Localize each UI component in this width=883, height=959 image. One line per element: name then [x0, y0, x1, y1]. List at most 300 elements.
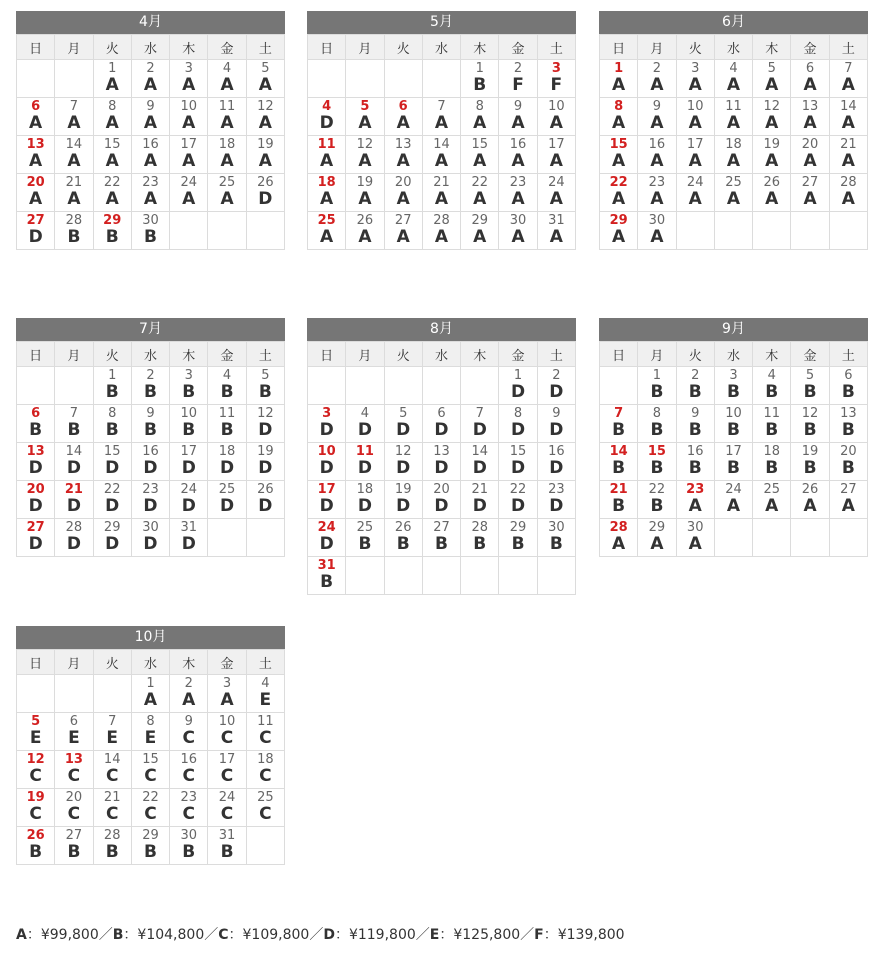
- day-cell[interactable]: [829, 60, 867, 98]
- day-cell[interactable]: [308, 405, 346, 443]
- day-cell[interactable]: [600, 174, 638, 212]
- day-cell[interactable]: [55, 212, 93, 250]
- day-cell[interactable]: [791, 405, 829, 443]
- day-cell[interactable]: [346, 443, 384, 481]
- day-cell[interactable]: [308, 443, 346, 481]
- day-cell[interactable]: [384, 481, 422, 519]
- price-code: A: [105, 189, 119, 209]
- day-cell[interactable]: [829, 367, 867, 405]
- weekday-label: 日: [17, 35, 55, 60]
- day-cell[interactable]: [638, 212, 676, 250]
- price-code: A: [220, 189, 234, 209]
- price-code: B: [473, 534, 487, 554]
- day-number: 17: [180, 137, 198, 152]
- day-number: 21: [103, 790, 121, 805]
- day-cell[interactable]: [131, 136, 169, 174]
- day-cell[interactable]: [208, 136, 246, 174]
- day-number: 2: [552, 368, 561, 383]
- day-cell[interactable]: [208, 713, 246, 751]
- day-cell[interactable]: [791, 98, 829, 136]
- day-number: 4: [767, 368, 776, 383]
- day-cell[interactable]: [676, 519, 714, 557]
- day-cell[interactable]: [208, 98, 246, 136]
- day-cell[interactable]: [131, 675, 169, 713]
- week-row: [308, 481, 576, 519]
- month-calendar: [599, 318, 868, 557]
- weekday-label: 火: [93, 650, 131, 675]
- day-number: 23: [686, 482, 705, 497]
- day-cell[interactable]: [384, 519, 422, 557]
- price-code: A: [220, 113, 234, 133]
- day-cell[interactable]: [170, 751, 208, 789]
- day-cell[interactable]: [714, 405, 752, 443]
- week-row: [17, 789, 285, 827]
- day-number: 11: [763, 406, 781, 421]
- day-number: 12: [26, 752, 45, 767]
- day-cell[interactable]: [131, 827, 169, 865]
- day-cell[interactable]: [537, 367, 575, 405]
- day-cell[interactable]: [600, 443, 638, 481]
- day-cell[interactable]: [208, 481, 246, 519]
- day-cell[interactable]: [93, 60, 131, 98]
- day-cell[interactable]: [676, 405, 714, 443]
- day-cell[interactable]: [170, 481, 208, 519]
- day-cell[interactable]: [208, 367, 246, 405]
- day-cell[interactable]: [170, 405, 208, 443]
- day-number: 24: [317, 520, 336, 535]
- day-cell[interactable]: [17, 751, 55, 789]
- day-cell[interactable]: [246, 367, 284, 405]
- weekday-header-row: [600, 342, 868, 367]
- weekday-label: 金: [208, 342, 246, 367]
- day-cell[interactable]: [93, 98, 131, 136]
- day-number: 18: [317, 175, 336, 190]
- day-number: 7: [614, 406, 624, 421]
- day-number: 7: [69, 406, 79, 421]
- day-cell[interactable]: [753, 60, 791, 98]
- calendar-table: [307, 341, 576, 595]
- day-number: 15: [509, 444, 527, 459]
- day-cell[interactable]: [246, 675, 284, 713]
- day-cell[interactable]: [17, 174, 55, 212]
- day-cell[interactable]: [208, 827, 246, 865]
- empty-day-cell: [17, 367, 55, 405]
- day-cell[interactable]: [499, 98, 537, 136]
- day-cell[interactable]: [676, 98, 714, 136]
- price-code: A: [258, 113, 272, 133]
- day-cell[interactable]: [753, 367, 791, 405]
- day-cell[interactable]: [461, 443, 499, 481]
- day-cell[interactable]: [829, 481, 867, 519]
- day-number: 10: [548, 99, 565, 114]
- day-cell[interactable]: [384, 443, 422, 481]
- day-cell[interactable]: [461, 98, 499, 136]
- day-cell[interactable]: [753, 405, 791, 443]
- day-cell[interactable]: [17, 136, 55, 174]
- day-cell[interactable]: [499, 212, 537, 250]
- day-cell[interactable]: [422, 519, 460, 557]
- legend-colon: ：: [334, 927, 349, 943]
- day-cell[interactable]: [308, 98, 346, 136]
- day-cell[interactable]: [93, 751, 131, 789]
- day-number: 7: [844, 61, 853, 76]
- day-cell[interactable]: [170, 98, 208, 136]
- day-cell[interactable]: [676, 367, 714, 405]
- day-cell[interactable]: [499, 443, 537, 481]
- price-code: D: [319, 496, 334, 516]
- day-cell[interactable]: [461, 136, 499, 174]
- day-cell[interactable]: [170, 367, 208, 405]
- day-cell[interactable]: [131, 481, 169, 519]
- day-cell[interactable]: [537, 136, 575, 174]
- day-cell[interactable]: [170, 443, 208, 481]
- day-cell[interactable]: [17, 789, 55, 827]
- day-cell[interactable]: [131, 98, 169, 136]
- day-cell[interactable]: [93, 481, 131, 519]
- day-cell[interactable]: [753, 136, 791, 174]
- day-cell[interactable]: [600, 60, 638, 98]
- day-cell[interactable]: [461, 481, 499, 519]
- day-cell[interactable]: [714, 367, 752, 405]
- day-cell[interactable]: [829, 405, 867, 443]
- day-number: 26: [801, 482, 819, 497]
- day-cell[interactable]: [208, 789, 246, 827]
- price-code: A: [143, 151, 158, 171]
- day-cell[interactable]: [208, 751, 246, 789]
- price-code: B: [396, 534, 410, 554]
- day-cell[interactable]: [55, 519, 93, 557]
- day-cell[interactable]: [208, 405, 246, 443]
- day-cell[interactable]: [384, 174, 422, 212]
- day-cell[interactable]: [93, 405, 131, 443]
- day-cell[interactable]: [422, 443, 460, 481]
- day-cell[interactable]: [791, 481, 829, 519]
- price-code: B: [612, 458, 626, 478]
- day-cell[interactable]: [829, 98, 867, 136]
- day-cell[interactable]: [131, 367, 169, 405]
- day-cell[interactable]: [93, 827, 131, 865]
- price-code: B: [650, 382, 664, 402]
- day-cell[interactable]: [170, 60, 208, 98]
- day-cell[interactable]: [308, 557, 346, 595]
- day-cell[interactable]: [638, 519, 676, 557]
- day-cell[interactable]: [638, 136, 676, 174]
- day-cell[interactable]: [131, 789, 169, 827]
- legend-colon: ：: [228, 927, 243, 943]
- day-cell[interactable]: [829, 174, 867, 212]
- price-code: B: [612, 420, 626, 440]
- empty-day-cell: [714, 519, 752, 557]
- day-cell[interactable]: [308, 174, 346, 212]
- day-cell[interactable]: [714, 98, 752, 136]
- day-cell[interactable]: [131, 174, 169, 212]
- day-cell[interactable]: [791, 136, 829, 174]
- price-code: A: [143, 113, 158, 133]
- day-cell[interactable]: [499, 405, 537, 443]
- day-cell[interactable]: [676, 174, 714, 212]
- day-cell[interactable]: [638, 60, 676, 98]
- week-row: [17, 98, 285, 136]
- day-cell[interactable]: [499, 481, 537, 519]
- weekday-label: 金: [208, 650, 246, 675]
- day-cell[interactable]: [537, 481, 575, 519]
- day-cell[interactable]: [422, 98, 460, 136]
- day-cell[interactable]: [17, 98, 55, 136]
- day-cell[interactable]: [17, 212, 55, 250]
- day-cell[interactable]: [55, 827, 93, 865]
- day-cell[interactable]: [170, 789, 208, 827]
- day-number: 2: [184, 676, 193, 691]
- week-row: [17, 174, 285, 212]
- price-code: D: [143, 496, 158, 516]
- day-cell[interactable]: [346, 174, 384, 212]
- day-cell[interactable]: [170, 174, 208, 212]
- day-cell[interactable]: [93, 443, 131, 481]
- day-cell[interactable]: [537, 519, 575, 557]
- day-cell[interactable]: [55, 443, 93, 481]
- price-code: A: [726, 189, 741, 209]
- day-cell[interactable]: [600, 136, 638, 174]
- day-cell[interactable]: [791, 367, 829, 405]
- price-code: C: [259, 728, 272, 748]
- day-number: 19: [257, 444, 274, 459]
- price-code: D: [319, 420, 334, 440]
- day-number: 25: [218, 175, 236, 190]
- day-cell[interactable]: [308, 481, 346, 519]
- day-cell[interactable]: [638, 367, 676, 405]
- day-number: 25: [725, 175, 742, 190]
- day-cell[interactable]: [753, 481, 791, 519]
- day-cell[interactable]: [638, 405, 676, 443]
- day-cell[interactable]: [537, 60, 575, 98]
- day-cell[interactable]: [600, 481, 638, 519]
- day-cell[interactable]: [676, 60, 714, 98]
- day-cell[interactable]: [55, 174, 93, 212]
- day-number: 19: [394, 482, 412, 497]
- price-code: D: [434, 496, 449, 516]
- day-cell[interactable]: [753, 174, 791, 212]
- day-cell[interactable]: [55, 751, 93, 789]
- day-cell[interactable]: [346, 481, 384, 519]
- day-cell[interactable]: [17, 827, 55, 865]
- price-code: D: [510, 382, 526, 402]
- day-cell[interactable]: [93, 174, 131, 212]
- day-cell[interactable]: [131, 405, 169, 443]
- price-code: B: [841, 382, 855, 402]
- weekday-label: 木: [753, 342, 791, 367]
- day-number: 3: [729, 368, 738, 383]
- day-cell[interactable]: [17, 481, 55, 519]
- day-cell[interactable]: [499, 60, 537, 98]
- day-number: 13: [26, 137, 45, 152]
- day-cell[interactable]: [208, 60, 246, 98]
- day-cell[interactable]: [384, 98, 422, 136]
- day-cell[interactable]: [170, 827, 208, 865]
- day-cell[interactable]: [93, 519, 131, 557]
- day-cell[interactable]: [461, 60, 499, 98]
- day-cell[interactable]: [55, 789, 93, 827]
- day-cell[interactable]: [55, 136, 93, 174]
- day-cell[interactable]: [246, 60, 284, 98]
- day-cell[interactable]: [714, 443, 752, 481]
- day-cell[interactable]: [246, 789, 284, 827]
- day-cell[interactable]: [638, 174, 676, 212]
- day-cell[interactable]: [638, 481, 676, 519]
- week-row: [17, 60, 285, 98]
- day-cell[interactable]: [170, 675, 208, 713]
- price-code: B: [435, 534, 448, 554]
- day-cell[interactable]: [131, 751, 169, 789]
- day-cell[interactable]: [714, 60, 752, 98]
- day-cell[interactable]: [499, 174, 537, 212]
- day-cell[interactable]: [246, 98, 284, 136]
- day-cell[interactable]: [93, 713, 131, 751]
- day-cell[interactable]: [829, 443, 867, 481]
- day-cell[interactable]: [422, 481, 460, 519]
- day-cell[interactable]: [384, 212, 422, 250]
- day-cell[interactable]: [422, 405, 460, 443]
- price-code: F: [550, 75, 563, 95]
- day-cell[interactable]: [55, 98, 93, 136]
- day-cell[interactable]: [537, 212, 575, 250]
- day-cell[interactable]: [714, 136, 752, 174]
- day-cell[interactable]: [246, 481, 284, 519]
- day-cell[interactable]: [346, 519, 384, 557]
- price-code: A: [358, 189, 372, 209]
- day-cell[interactable]: [461, 212, 499, 250]
- day-cell[interactable]: [346, 405, 384, 443]
- day-cell[interactable]: [499, 519, 537, 557]
- price-code: D: [319, 458, 334, 478]
- day-cell[interactable]: [537, 405, 575, 443]
- price-code: B: [727, 420, 740, 440]
- price-code: D: [510, 420, 526, 440]
- day-cell[interactable]: [600, 405, 638, 443]
- day-cell[interactable]: [638, 443, 676, 481]
- day-cell[interactable]: [131, 60, 169, 98]
- day-cell[interactable]: [753, 98, 791, 136]
- calendar-table: [16, 34, 285, 250]
- day-cell[interactable]: [208, 443, 246, 481]
- weekday-label: 水: [131, 650, 169, 675]
- day-cell[interactable]: [638, 98, 676, 136]
- day-cell[interactable]: [600, 519, 638, 557]
- day-number: 11: [218, 406, 236, 421]
- day-cell[interactable]: [17, 519, 55, 557]
- day-cell[interactable]: [55, 405, 93, 443]
- day-cell[interactable]: [17, 405, 55, 443]
- day-cell[interactable]: [499, 367, 537, 405]
- price-code: A: [182, 189, 196, 209]
- day-cell[interactable]: [714, 481, 752, 519]
- day-cell[interactable]: [829, 136, 867, 174]
- day-cell[interactable]: [676, 443, 714, 481]
- day-cell[interactable]: [131, 519, 169, 557]
- day-cell[interactable]: [131, 443, 169, 481]
- price-code: D: [434, 458, 449, 478]
- price-code: A: [473, 189, 487, 209]
- day-cell[interactable]: [170, 519, 208, 557]
- day-cell[interactable]: [537, 98, 575, 136]
- price-code: D: [181, 534, 196, 554]
- day-cell[interactable]: [246, 443, 284, 481]
- price-code: D: [434, 420, 449, 440]
- day-cell[interactable]: [208, 675, 246, 713]
- day-cell[interactable]: [308, 212, 346, 250]
- day-cell[interactable]: [499, 136, 537, 174]
- day-cell[interactable]: [246, 751, 284, 789]
- day-cell[interactable]: [308, 136, 346, 174]
- day-cell[interactable]: [600, 212, 638, 250]
- day-cell[interactable]: [131, 212, 169, 250]
- empty-day-cell: [600, 367, 638, 405]
- day-cell[interactable]: [676, 136, 714, 174]
- day-cell[interactable]: [422, 212, 460, 250]
- day-cell[interactable]: [461, 174, 499, 212]
- day-cell[interactable]: [791, 443, 829, 481]
- price-code: A: [688, 534, 702, 554]
- day-cell[interactable]: [55, 481, 93, 519]
- day-cell[interactable]: [246, 713, 284, 751]
- day-number: 18: [218, 137, 236, 152]
- day-cell[interactable]: [422, 136, 460, 174]
- day-cell[interactable]: [600, 98, 638, 136]
- day-number: 28: [103, 828, 121, 843]
- day-cell[interactable]: [246, 136, 284, 174]
- day-cell[interactable]: [384, 405, 422, 443]
- weekday-label: 木: [170, 342, 208, 367]
- day-cell[interactable]: [93, 136, 131, 174]
- day-cell[interactable]: [461, 519, 499, 557]
- day-cell[interactable]: [246, 174, 284, 212]
- day-cell[interactable]: [55, 713, 93, 751]
- day-cell[interactable]: [791, 174, 829, 212]
- empty-day-cell: [829, 212, 867, 250]
- day-cell[interactable]: [346, 98, 384, 136]
- day-cell[interactable]: [170, 136, 208, 174]
- day-cell[interactable]: [753, 443, 791, 481]
- price-code: A: [841, 189, 855, 209]
- empty-day-cell: [170, 212, 208, 250]
- day-cell[interactable]: [17, 443, 55, 481]
- day-cell[interactable]: [131, 713, 169, 751]
- day-cell[interactable]: [17, 713, 55, 751]
- day-cell[interactable]: [208, 174, 246, 212]
- day-cell[interactable]: [791, 60, 829, 98]
- day-cell[interactable]: [537, 174, 575, 212]
- empty-day-cell: [714, 212, 752, 250]
- price-code: A: [105, 113, 119, 133]
- weekday-label: 水: [131, 35, 169, 60]
- day-cell[interactable]: [384, 136, 422, 174]
- price-code: A: [650, 534, 664, 554]
- day-cell[interactable]: [246, 405, 284, 443]
- day-cell[interactable]: [346, 212, 384, 250]
- day-cell[interactable]: [537, 443, 575, 481]
- day-cell[interactable]: [170, 713, 208, 751]
- day-cell[interactable]: [93, 789, 131, 827]
- day-cell[interactable]: [676, 481, 714, 519]
- day-cell[interactable]: [308, 519, 346, 557]
- day-cell[interactable]: [422, 174, 460, 212]
- day-cell[interactable]: [461, 405, 499, 443]
- day-cell[interactable]: [93, 367, 131, 405]
- day-number: 13: [433, 444, 450, 459]
- day-cell[interactable]: [346, 136, 384, 174]
- empty-day-cell: [537, 557, 575, 595]
- day-cell[interactable]: [714, 174, 752, 212]
- day-cell[interactable]: [93, 212, 131, 250]
